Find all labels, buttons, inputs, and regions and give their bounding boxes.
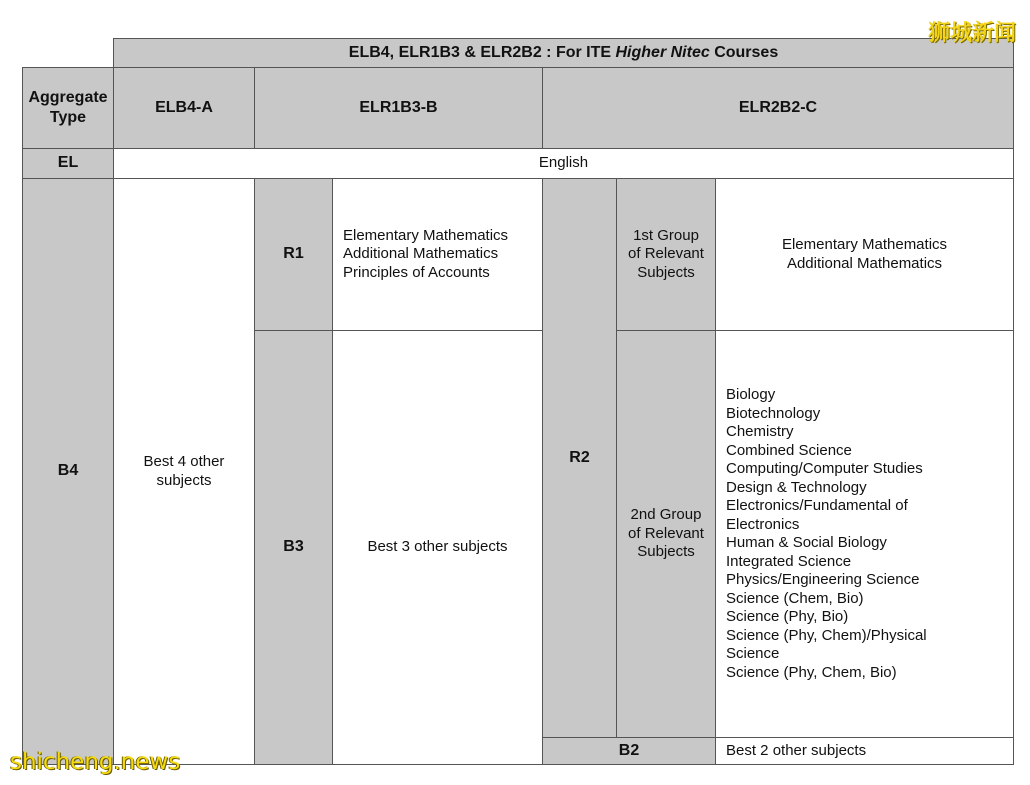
- list-item: Additional Mathematics: [786, 254, 943, 272]
- list-item: Biology: [726, 386, 776, 403]
- elr2b2-r2-label-text: R2: [569, 448, 590, 466]
- elr2b2-b2-text: Best 2 other subjects: [726, 741, 867, 759]
- elr1b3-b3-label: [254, 330, 333, 765]
- elr2b2-b2-label: [542, 737, 716, 765]
- header-elr1b3-label: ELR1B3-B: [359, 98, 438, 116]
- elr2b2-group2-label: [616, 330, 716, 738]
- list-item: Additional Mathematics: [343, 245, 499, 263]
- list-item: Physics/Engineering Science: [726, 571, 920, 588]
- table-title-suffix: Courses: [709, 43, 779, 61]
- header-elr2b2-label: ELR2B2-C: [738, 98, 818, 116]
- list-item: Science (Chem, Bio): [726, 589, 864, 607]
- el-english-cell: [113, 148, 1014, 179]
- elr1b3-r1-label: [254, 178, 333, 331]
- elr2b2-group1-subjects: [715, 178, 1014, 331]
- elr1b3-r1-label-text: R1: [283, 245, 304, 263]
- list-item: Science (Phy, Bio): [726, 608, 849, 625]
- list-item: Elementary Mathematics: [343, 226, 509, 244]
- list-item: Electronics: [726, 515, 800, 533]
- elr1b3-b3-cell: [332, 330, 543, 765]
- header-elb4-label: ELB4-A: [155, 98, 213, 116]
- list-item: Chemistry: [726, 423, 794, 440]
- list-item: Computing/Computer Studies: [726, 460, 923, 477]
- watermark-bottom-left: shicheng.news: [10, 749, 181, 775]
- el-english-text: English: [538, 154, 589, 172]
- list-item: Human & Social Biology: [726, 534, 887, 551]
- table-title: [113, 38, 1014, 68]
- watermark-top-right: 狮城新闻: [927, 21, 1016, 46]
- row-label-b4-text: B4: [57, 462, 79, 480]
- header-aggregate-type-label: Aggregate Type: [28, 89, 108, 126]
- elr2b2-group1-subject-list: [782, 236, 947, 273]
- list-item: Combined Science: [726, 441, 852, 459]
- list-item: Science (Phy, Chem)/Physical: [726, 626, 927, 644]
- header-elb4: [113, 67, 255, 149]
- elr2b2-b2-cell: [715, 737, 1014, 765]
- elr1b3-r1-subject-list: [343, 227, 508, 283]
- header-elr1b3: [254, 67, 543, 149]
- header-aggregate-type: [22, 67, 114, 149]
- elr2b2-group2-label-text: 2nd Group of Relevant Subjects: [628, 506, 704, 561]
- list-item: Design & Technology: [726, 478, 867, 496]
- elr1b3-b3-label-text: B3: [283, 538, 304, 556]
- list-item: Elementary Mathematics: [781, 236, 948, 253]
- row-label-el-text: EL: [57, 154, 79, 172]
- list-item: Electronics/Fundamental of: [726, 497, 908, 514]
- row-label-el: [22, 148, 114, 179]
- elr2b2-group2-subject-list: [726, 386, 927, 682]
- elb4-best4-text: Best 4 other subjects: [143, 453, 225, 489]
- list-item: Science: [726, 645, 780, 662]
- header-elr2b2: [542, 67, 1014, 149]
- elb4-best4-cell: [113, 178, 255, 765]
- elr2b2-r2-label: [542, 178, 617, 738]
- elr1b3-r1-subjects: [332, 178, 543, 331]
- table-title-prefix: ELB4, ELR1B3 & ELR2B2 : For ITE: [348, 43, 616, 61]
- row-label-b4: [22, 178, 114, 765]
- elr2b2-group1-label-text: 1st Group of Relevant Subjects: [628, 226, 704, 281]
- elr2b2-group2-subjects: [715, 330, 1014, 738]
- elr2b2-group1-label: [616, 178, 716, 331]
- list-item: Biotechnology: [726, 404, 821, 422]
- list-item: Science (Phy, Chem, Bio): [726, 663, 897, 681]
- list-item: Integrated Science: [726, 552, 852, 570]
- table-title-italic: Higher Nitec: [615, 43, 710, 61]
- list-item: Principles of Accounts: [343, 263, 490, 281]
- elr1b3-b3-text: Best 3 other subjects: [367, 538, 508, 556]
- elr2b2-b2-label-text: B2: [618, 741, 640, 759]
